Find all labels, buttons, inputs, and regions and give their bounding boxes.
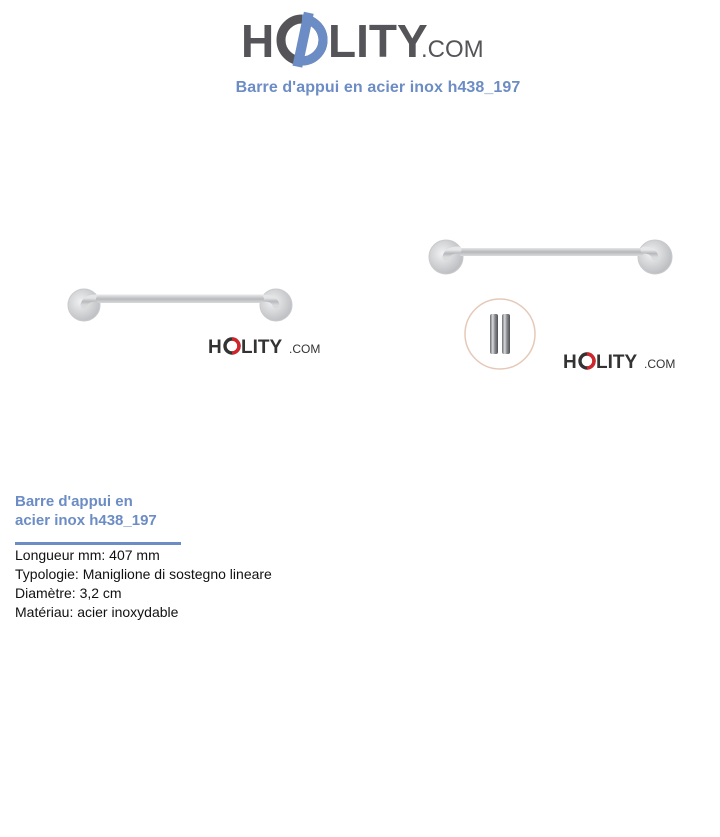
svg-text:.COM: .COM: [644, 357, 676, 371]
holity-logo[interactable]: [241, 10, 486, 68]
product-image-detail: [422, 230, 687, 380]
svg-text:.COM: .COM: [289, 342, 321, 356]
grab-bar-icon: [68, 289, 292, 321]
svg-text:H: H: [208, 337, 222, 358]
tube-cross-section-icon: [465, 299, 535, 369]
product-image-front: [60, 280, 330, 370]
product-heading-line: Barre d'appui en: [15, 493, 133, 510]
spec-type: Typologie: Maniglione di sostegno lineare: [15, 566, 272, 582]
svg-text:H: H: [563, 352, 577, 373]
spec-length: Longueur mm: 407 mm: [15, 547, 160, 563]
holity-mini-logo: [563, 352, 675, 373]
svg-text:LITY: LITY: [241, 337, 283, 358]
svg-text:LITY: LITY: [328, 15, 428, 67]
grab-bar-icon: [429, 240, 672, 274]
svg-text:LITY: LITY: [596, 352, 638, 373]
logo-suffix: .COM: [421, 36, 484, 63]
spec-list: [15, 546, 272, 622]
heading-divider: [15, 542, 181, 545]
logo-ring-icon: [281, 12, 323, 68]
spec-diameter: Diamètre: 3,2 cm: [15, 585, 122, 601]
product-heading: [15, 492, 185, 530]
product-heading-line: acier inox h438_197: [15, 512, 157, 529]
spec-material: Matériau: acier inoxydable: [15, 604, 179, 620]
holity-mini-logo: [208, 337, 320, 358]
page-title: Barre d'appui en acier inox h438_197: [235, 79, 521, 96]
svg-text:H: H: [241, 15, 275, 67]
